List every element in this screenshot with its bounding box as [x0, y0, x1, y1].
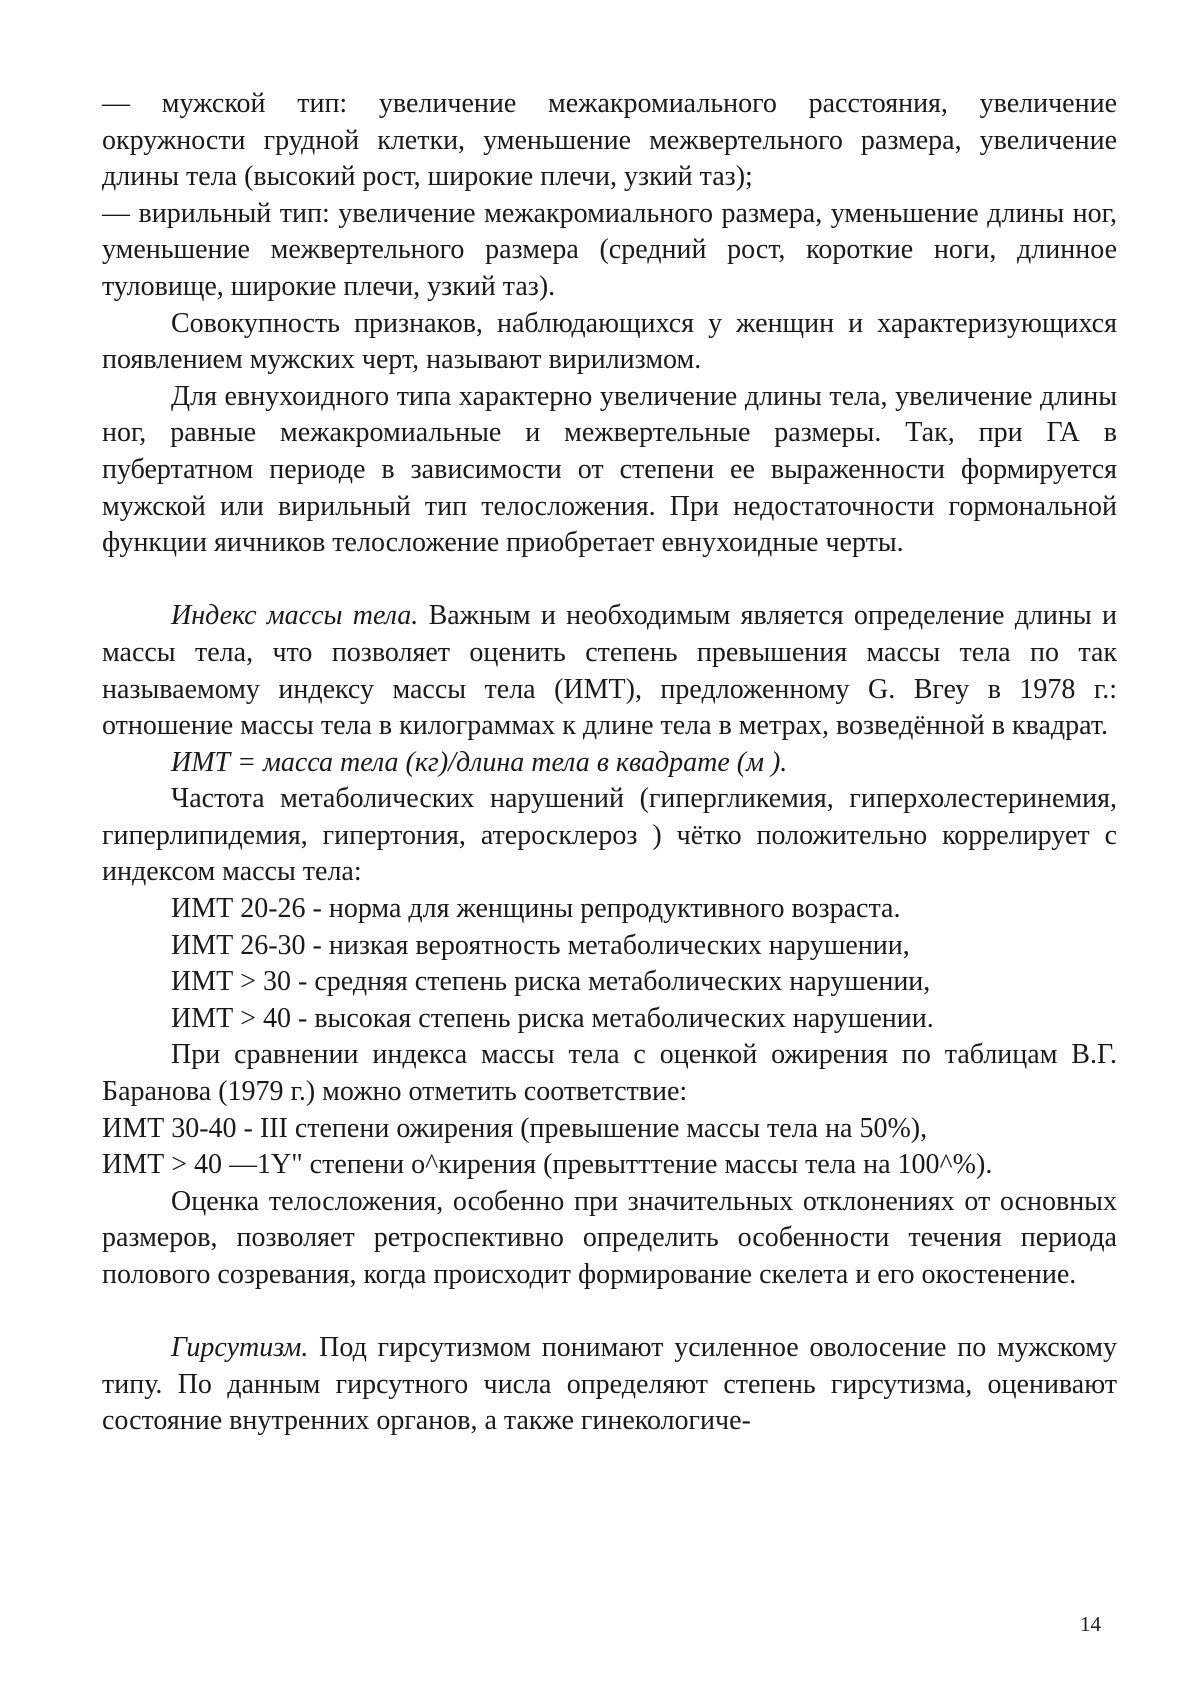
paragraph-virile-type: — вирильный тип: увеличение межакромиального размера, уменьшение длины ног, уменьшение межвертельного размера (средний рост, короткие ноги, длинное туловище, широкие плечи, узкий таз). — [102, 197, 1117, 302]
section-heading-hirsutism: Гирсутизм. — [171, 1332, 309, 1364]
bmi-formula: ИМТ = масса тела (кг)/длина тела в квадрате (м ). — [171, 746, 788, 778]
paragraph-eunuchoid-type: Для евнухоидного типа характерно увеличение длины тела, увеличение длины ног, равные межакромиальные и межвертельные размеры. Так, при ГА в пубертатном периоде в зависимости от степени ее выраженности формируется мужской или вирильный тип телосложения. При недостаточности гормональной функции яичников телосложение приобретает евнухоидные черты. — [102, 380, 1117, 559]
paragraph-bmi-comparison: При сравнении индекса массы тела с оценкой ожирения по таблицам В.Г. Баранова (1979 г.) можно отметить соответствие: — [102, 1039, 1117, 1108]
page-number: 14 — [1080, 1612, 1101, 1636]
paragraph-bmi-correlation: Частота метаболических нарушений (гипергликемия, гиперхолестеринемия, гиперлипидемия, гипертония, атеросклероз ) чётко положительно коррелирует с индексом массы тела: — [102, 783, 1117, 888]
paragraph-virilism: Совокупность признаков, наблюдающихся у женщин и характеризующихся появлением мужских черт, называют вирилизмом. — [102, 307, 1117, 376]
paragraph-body-assessment: Оценка телосложения, особенно при значительных отклонениях от основных размеров, позволяет ретроспективно определить особенности течения периода полового созревания, когда происходит формирование скелета и его окостенение. — [102, 1185, 1117, 1290]
section-heading-bmi: Индекс массы тела. — [171, 600, 419, 632]
hirsutism-text: Под гирсутизмом понимают усиленное оволосение по мужскому типу. По данным гирсутного числа определяют степень гирсутизма, оценивают состояние внутренних органов, а также гинекологиче- — [102, 1332, 1117, 1437]
bmi-intro-text: Важным и необходимым является определение длины и массы тела, что позволяет оценить степень превышения массы тела по так называемому индексу массы тела (ИМТ), предложенному G. Вгеу в 1978 г.: отношение массы тела в килограммах к длине тела в метрах, возведённой в квадрат. — [102, 600, 1117, 742]
bmi-range-item: ИМТ 20-26 - норма для женщины репродуктивного возраста. — [171, 893, 901, 925]
paragraph-male-type: — мужской тип: увеличение межакромиального расстояния, увеличение окружности грудной клетки, уменьшение межвертельного размера, увеличение длины тела (высокий рост, широкие плечи, узкий таз); — [102, 88, 1117, 193]
bmi-range-item: ИМТ 26-30 - низкая вероятность метаболических нарушении, — [171, 929, 910, 961]
obesity-grade-item: ИМТ 30-40 - III степени ожирения (превышение массы тела на 50%), — [102, 1112, 928, 1144]
paragraph-bmi-intro — [102, 598, 1117, 744]
section-gap — [102, 562, 1117, 599]
bmi-range-item: ИМТ > 40 - высокая степень риска метаболических нарушении. — [171, 1002, 934, 1034]
obesity-grade-item: ИМТ > 40 —1Y" степени о^кирения (превытттение массы тела на 100^%). — [102, 1149, 993, 1181]
section-gap — [102, 1294, 1117, 1331]
body-text — [102, 86, 1117, 1440]
paragraph-hirsutism — [102, 1330, 1117, 1440]
bmi-range-item: ИМТ > 30 - средняя степень риска метаболических нарушении, — [171, 966, 931, 998]
